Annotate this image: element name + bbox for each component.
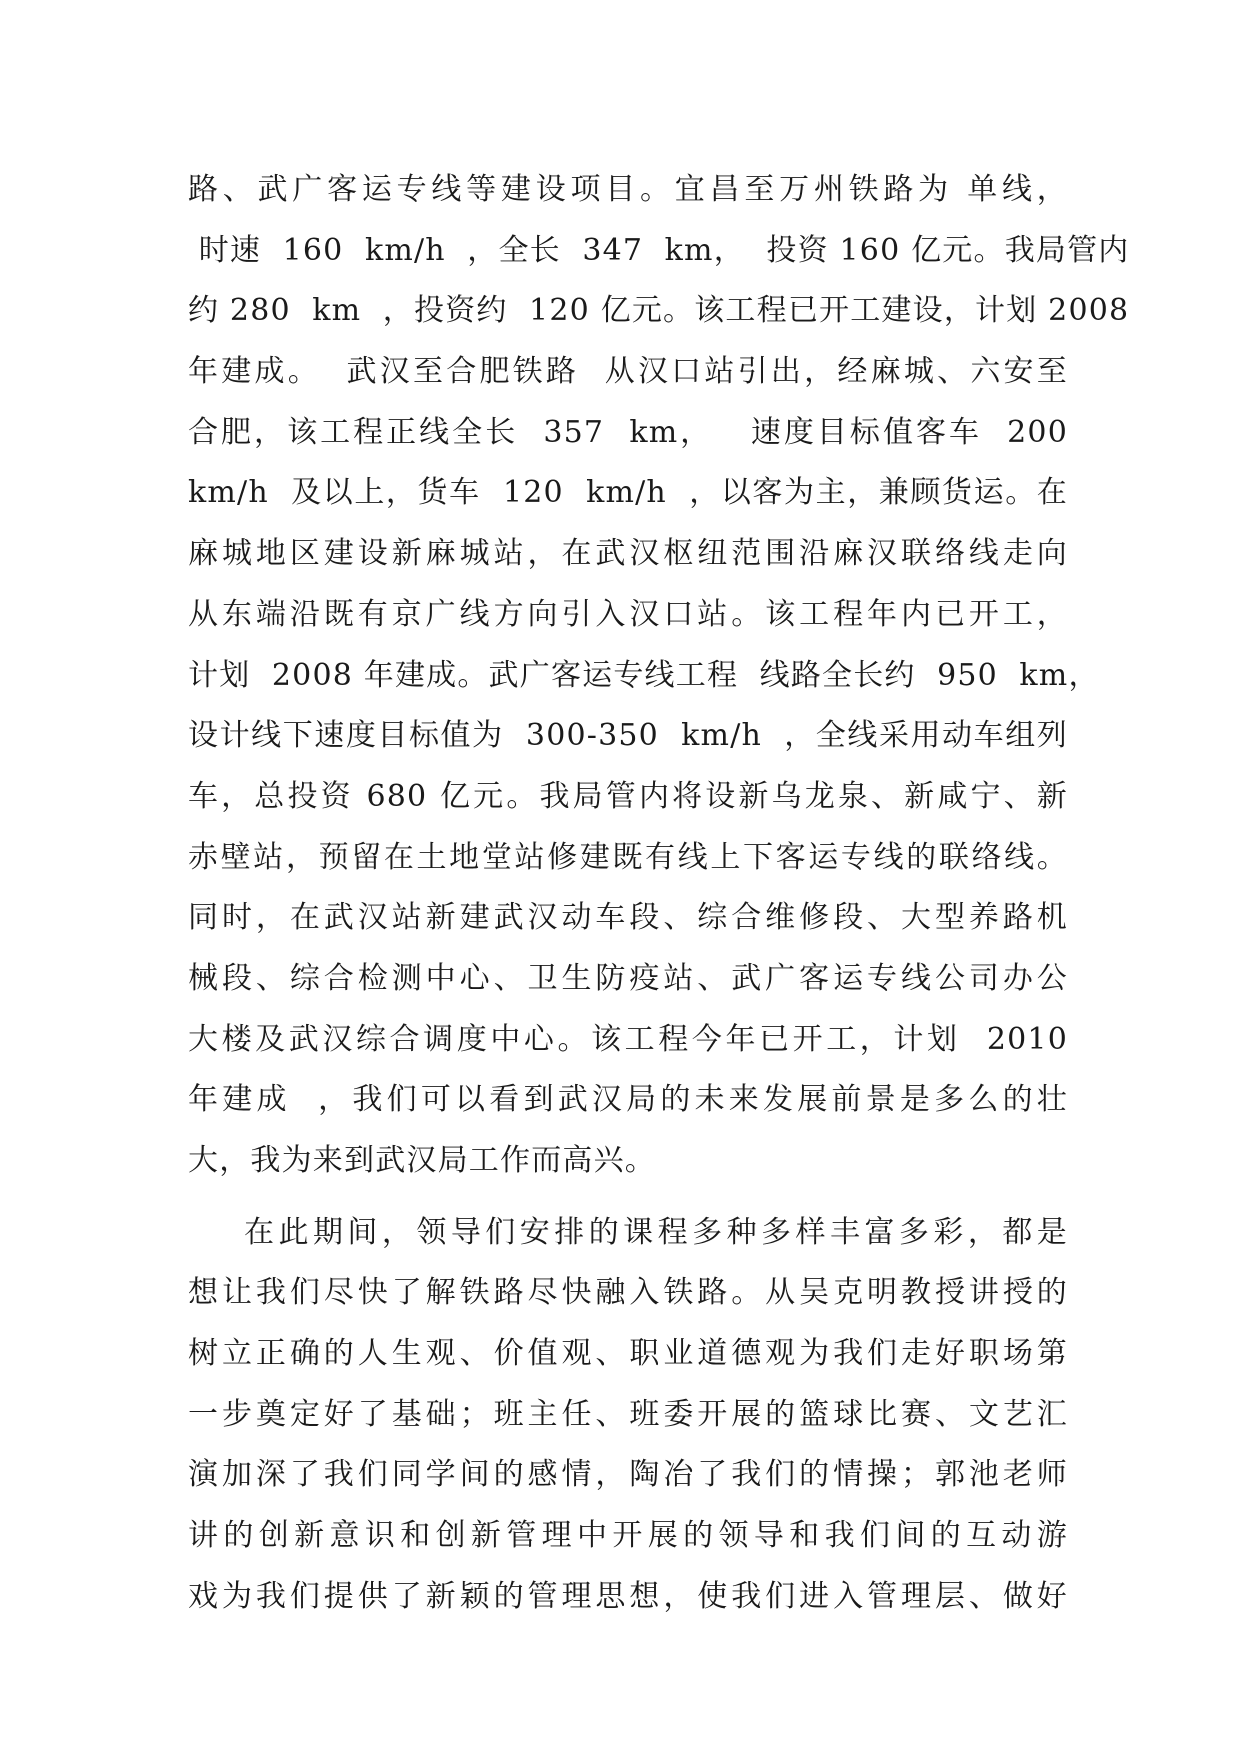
text-line: 赤壁站，预留在土地堂站修建既有线上下客运专线的联络线。 (188, 839, 1068, 875)
text-line: 讲的创新意识和创新管理中开展的领导和我们间的互动游 (188, 1518, 1068, 1554)
text-line: 车，总投资 680 亿元。我局管内将设新乌龙泉、新咸宁、新 (188, 778, 1068, 814)
paragraph-first-line: 在此期间，领导们安排的课程多种多样丰富多彩，都是 (188, 1214, 1068, 1250)
text-line: km/h 及以上，货车 120 km/h ，以客为主，兼顾货运。在 (188, 475, 1068, 511)
text-line: 年建成 ，我们可以看到武汉局的未来发展前景是多么的壮 (188, 1082, 1068, 1118)
body-text (188, 160, 1130, 1628)
text-line: 合肥，该工程正线全长 357 km， 速度目标值客车 200 (188, 414, 1068, 450)
text-line: 一步奠定好了基础；班主任、班委开展的篮球比赛、文艺汇 (188, 1396, 1068, 1432)
text-line: 同时，在武汉站新建武汉动车段、综合维修段、大型养路机 (188, 900, 1068, 936)
text-line: 年建成。 武汉至合肥铁路 从汉口站引出，经麻城、六安至 (188, 354, 1068, 390)
text-line: 设计线下速度目标值为 300-350 km/h ，全线采用动车组列 (188, 718, 1068, 754)
text-line: 从东端沿既有京广线方向引入汉口站。该工程年内已开工， (188, 596, 1068, 632)
text-line: 约 280 km ，投资约 120 亿元。该工程已开工建设，计划 2008 (188, 293, 1130, 329)
text-line: 麻城地区建设新麻城站，在武汉枢纽范围沿麻汉联络线走向 (188, 536, 1068, 572)
text-line: 计划 2008 年建成。武广客运专线工程 线路全长约 950 km， (188, 657, 1100, 693)
text-line: 路、武广客运专线等建设项目。宜昌至万州铁路为 单线， (188, 172, 1068, 207)
text-line: 想让我们尽快了解铁路尽快融入铁路。从吴克明教授讲授的 (188, 1275, 1068, 1311)
text-line: 树立正确的人生观、价值观、职业道德观为我们走好职场第 (188, 1336, 1068, 1372)
text-line: 戏为我们提供了新颖的管理思想，使我们进入管理层、做好 (188, 1578, 1068, 1614)
text-line: 大，我为来到武汉局工作而高兴。 (188, 1143, 656, 1178)
text-line: 时速 160 km/h ，全长 347 km， 投资 160 亿元。我局管内 (188, 232, 1130, 268)
text-line: 大楼及武汉综合调度中心。该工程今年已开工，计划 2010 (188, 1021, 1068, 1057)
text-line: 演加深了我们同学间的感情，陶冶了我们的情操；郭池老师 (188, 1457, 1068, 1493)
text-line: 械段、综合检测中心、卫生防疫站、武广客运专线公司办公 (188, 960, 1068, 996)
